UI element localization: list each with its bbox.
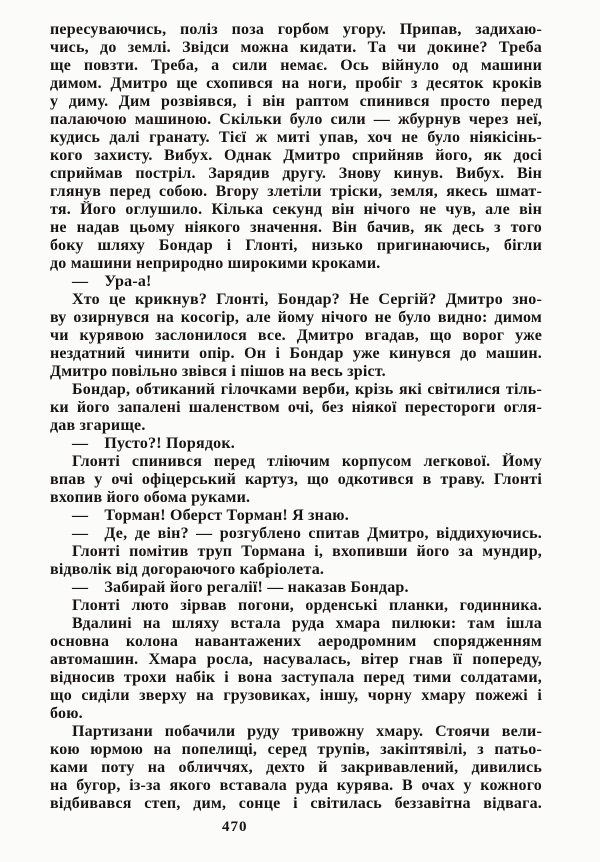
text-line: Глонті помітив труп Тормана і, вхопивши його за мундир, bbox=[72, 543, 542, 560]
text-line: впав у очі офіцерський картуз, що одкотився в траву. Глонті bbox=[50, 471, 542, 488]
text-line: Партизани побачили руду тривожну хмару. Стоячи вели- bbox=[72, 723, 542, 740]
text-line: відбивався степ, дим, сонце і світилась беззавітна відвага. bbox=[50, 795, 542, 812]
text-line: димом. Дмитро ще схопився на ноги, пробіг з десяток кроків bbox=[50, 75, 542, 92]
text-line: бою. bbox=[50, 705, 83, 722]
text-line: основна колона навантажених аеродромним спорядженням bbox=[50, 633, 542, 650]
text-line: Глонті спинився перед тліючим корпусом легкової. Йому bbox=[72, 453, 542, 470]
text-line: палаючою машиною. Скільки було сили — жбурнув через неї, bbox=[50, 111, 542, 128]
page-number: 470 bbox=[222, 819, 248, 835]
text-line: що сиділи зверху на грузовиках, іншу, чорну хмару пожежі і bbox=[50, 687, 542, 704]
text-line: на бугор, із-за якого вставала руда курява. В очах у кожного bbox=[50, 777, 542, 794]
text-line: Дмитро повільно звівся і пішов на весь зріст. bbox=[50, 363, 386, 380]
text-line: — Де, де він? — розгублено спитав Дмитро, віддихуючись. bbox=[72, 525, 542, 542]
text-line: Глонті люто зірвав погони, орденські планки, годинника. bbox=[72, 597, 542, 614]
text-line: боку шляху Бондар і Глонті, низько пригинаючись, бігли bbox=[50, 237, 542, 254]
text-line: чи курявою заслонилося все. Дмитро вгадав, що ворог уже bbox=[50, 327, 542, 344]
text-line: кудись далі гранату. Тієї ж миті упав, хоч не було ніякісінь- bbox=[50, 129, 542, 146]
text-line: тя. Його оглушило. Кілька секунд він нічого не чув, але він bbox=[50, 201, 542, 218]
text-line: ки його запалені шаленством очі, без ніякої перестороги огля- bbox=[50, 399, 542, 416]
text-line: кою юрмою на попелищі, серед трупів, закіптявілі, з патьо- bbox=[50, 741, 542, 758]
page-text bbox=[50, 21, 542, 813]
text-line: сприймав постріл. Зарядив другу. Знову кинув. Вибух. Він bbox=[50, 165, 542, 182]
text-line: Вдалині на шляху встала руда хмара пилюки: там ішла bbox=[72, 615, 542, 632]
text-line: ву озирнувся на косогір, але йому нічого не було видно: димом bbox=[50, 309, 542, 326]
text-line: кого захисту. Вибух. Однак Дмитро сприйняв його, як досі bbox=[50, 147, 542, 164]
text-line: пересуваючись, поліз поза горбом угору. Припав, задихаю- bbox=[50, 21, 542, 38]
text-line: до машини неприродно широкими кроками. bbox=[50, 255, 381, 272]
text-line: відносив трохи набік і вона заступала перед тими солдатами, bbox=[50, 669, 542, 686]
text-line: глянув перед собою. Вгору злетіли тріски, земля, якесь шмат- bbox=[50, 183, 542, 200]
text-line: нездатний чинити опір. Он і Бондар уже кинувся до машин. bbox=[50, 345, 542, 362]
text-line: — Торман! Оберст Торман! Я знаю. bbox=[72, 507, 349, 524]
text-line: не надав цьому ніякого значення. Він бачив, як десь з того bbox=[50, 219, 542, 236]
text-line: — Ура-а! bbox=[72, 273, 152, 290]
text-line: — Забирай його регалії! — наказав Бондар. bbox=[72, 579, 409, 596]
text-line: вхопив його обома руками. bbox=[50, 489, 251, 506]
text-line: Бондар, обтиканий гілочками верби, крізь які світилися тіль- bbox=[72, 381, 542, 398]
text-line: дав згарище. bbox=[50, 417, 146, 434]
text-line: Хто це крикнув? Глонті, Бондар? Не Сергій? Дмитро зно- bbox=[72, 291, 542, 308]
text-line: відволік від догораючого кабріолета. bbox=[50, 561, 325, 578]
text-line: автомашин. Хмара росла, насувалась, вітер гнав її попереду, bbox=[50, 651, 542, 668]
text-line: ками поту на обличчях, дехто й закривавлений, дивились bbox=[50, 759, 542, 776]
text-line: ще повзти. Треба, а сили немає. Ось війнуло од машини bbox=[50, 57, 542, 74]
text-line: — Пусто?! Порядок. bbox=[72, 435, 235, 452]
text-line: чись, до землі. Звідси можна кидати. Та чи докине? Треба bbox=[50, 39, 542, 56]
text-line: у диму. Дим розвіявся, і він раптом спинився просто перед bbox=[50, 93, 542, 110]
